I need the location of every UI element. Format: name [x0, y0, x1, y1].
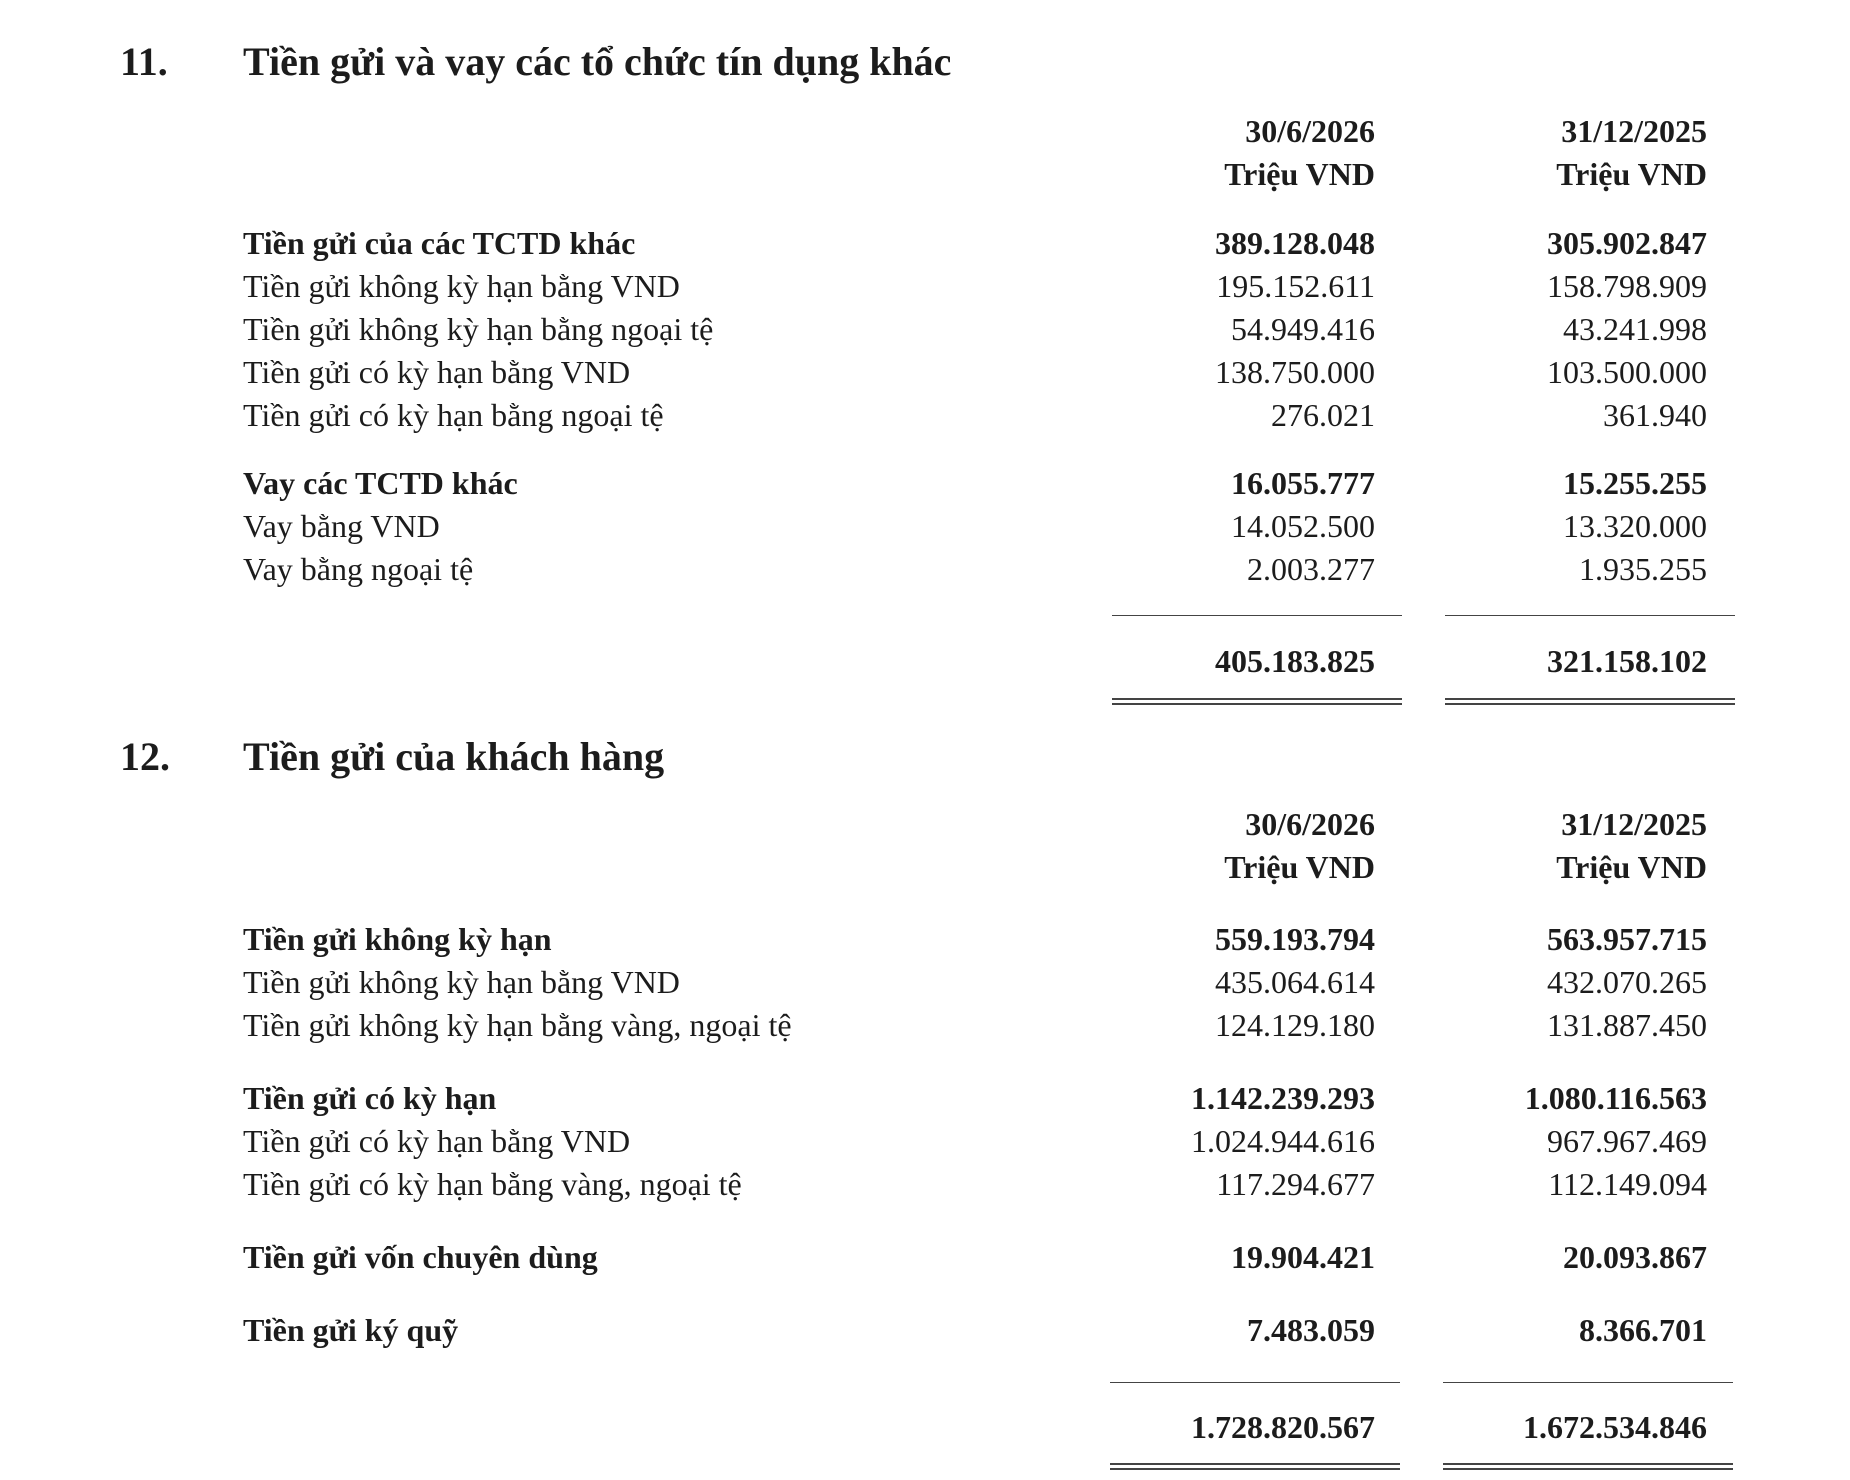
table-row [0, 918, 1850, 961]
row-label: Tiền gửi có kỳ hạn bằng VND [243, 354, 631, 390]
section-12-number: 12. [120, 734, 170, 779]
table-row [0, 265, 1850, 308]
row-value-col1: 14.052.500 [1231, 508, 1375, 544]
row-label: Tiền gửi không kỳ hạn bằng VND [243, 964, 680, 1000]
row-label: Tiền gửi không kỳ hạn bằng VND [243, 268, 680, 304]
table-row [0, 351, 1850, 394]
section-12-col1-header [1224, 803, 1375, 889]
row-label: Tiền gửi không kỳ hạn bằng vàng, ngoại tệ [243, 1007, 792, 1043]
row-value-col2: 43.241.998 [1563, 311, 1707, 347]
row-value-col2: 361.940 [1603, 397, 1707, 433]
total-value-col1: 1.728.820.567 [1191, 1409, 1375, 1445]
row-value-col2: 563.957.715 [1547, 921, 1707, 957]
col2-unit: Triệu VND [1556, 156, 1707, 192]
subtotal-rule-col2 [1445, 615, 1735, 616]
row-value-col2: 1.935.255 [1579, 551, 1707, 587]
row-value-col2: 305.902.847 [1547, 225, 1707, 261]
row-value-col2: 1.080.116.563 [1524, 1080, 1707, 1116]
col1-date: 30/6/2026 [1245, 113, 1375, 149]
table-row [0, 1236, 1850, 1279]
row-label: Tiền gửi của các TCTD khác [243, 225, 636, 261]
col1-date: 30/6/2026 [1245, 806, 1375, 842]
row-value-col2: 8.366.701 [1579, 1312, 1707, 1348]
row-value-col1: 2.003.277 [1247, 551, 1375, 587]
row-value-col2: 20.093.867 [1563, 1239, 1707, 1275]
total-row [0, 640, 1850, 683]
col1-unit: Triệu VND [1224, 849, 1375, 885]
section-11-col2-header [1556, 110, 1707, 196]
row-label: Vay các TCTD khác [243, 465, 518, 501]
double-rule-col2 [1445, 698, 1735, 705]
section-11-number: 11. [120, 39, 168, 84]
row-value-col1: 117.294.677 [1216, 1166, 1375, 1202]
table-row [0, 222, 1850, 265]
row-value-col2: 13.320.000 [1563, 508, 1707, 544]
row-label: Tiền gửi ký quỹ [243, 1312, 459, 1348]
row-value-col1: 195.152.611 [1216, 268, 1375, 304]
row-value-col2: 967.967.469 [1547, 1123, 1707, 1159]
subtotal-rule-col1 [1112, 615, 1402, 616]
table-row [0, 308, 1850, 351]
total-value-col2: 321.158.102 [1547, 643, 1707, 679]
row-label: Tiền gửi có kỳ hạn bằng VND [243, 1123, 631, 1159]
row-value-col1: 389.128.048 [1215, 225, 1375, 261]
section-11-title: Tiền gửi và vay các tổ chức tín dụng khác [243, 39, 952, 84]
row-value-col2: 103.500.000 [1547, 354, 1707, 390]
col2-date: 31/12/2025 [1561, 806, 1707, 842]
double-rule-col1 [1112, 698, 1402, 705]
table-row [0, 1120, 1850, 1163]
table-row [0, 548, 1850, 591]
subtotal-rule-col2 [1443, 1382, 1733, 1383]
section-11-col1-header [1224, 110, 1375, 196]
table-row [0, 462, 1850, 505]
row-value-col1: 435.064.614 [1215, 964, 1375, 1000]
row-label: Tiền gửi có kỳ hạn bằng vàng, ngoại tệ [243, 1166, 742, 1202]
row-label: Tiền gửi có kỳ hạn bằng ngoại tệ [243, 397, 664, 433]
row-value-col1: 16.055.777 [1231, 465, 1375, 501]
col2-date: 31/12/2025 [1561, 113, 1707, 149]
total-value-col2: 1.672.534.846 [1523, 1409, 1707, 1445]
row-label: Tiền gửi vốn chuyên dùng [243, 1239, 598, 1275]
row-value-col1: 19.904.421 [1231, 1239, 1375, 1275]
total-value-col1: 405.183.825 [1215, 643, 1375, 679]
col1-unit: Triệu VND [1224, 156, 1375, 192]
double-rule-col2 [1443, 1463, 1733, 1470]
row-value-col1: 7.483.059 [1247, 1312, 1375, 1348]
row-value-col1: 559.193.794 [1215, 921, 1375, 957]
total-row [0, 1406, 1850, 1449]
section-12-title: Tiền gửi của khách hàng [243, 734, 665, 779]
row-value-col1: 276.021 [1271, 397, 1375, 433]
row-label: Tiền gửi không kỳ hạn [243, 921, 552, 957]
row-value-col1: 138.750.000 [1215, 354, 1375, 390]
subtotal-rule-col1 [1110, 1382, 1400, 1383]
row-label: Vay bằng ngoại tệ [243, 551, 474, 587]
table-row [0, 394, 1850, 437]
row-label: Vay bằng VND [243, 508, 440, 544]
col2-unit: Triệu VND [1556, 849, 1707, 885]
table-row [0, 1077, 1850, 1120]
section-12-col2-header [1556, 803, 1707, 889]
row-value-col2: 15.255.255 [1563, 465, 1707, 501]
row-value-col2: 112.149.094 [1548, 1166, 1707, 1202]
table-row [0, 1004, 1850, 1047]
row-label: Tiền gửi không kỳ hạn bằng ngoại tệ [243, 311, 714, 347]
row-value-col1: 1.024.944.616 [1191, 1123, 1375, 1159]
table-row [0, 1309, 1850, 1352]
table-row [0, 1163, 1850, 1206]
row-label: Tiền gửi có kỳ hạn [243, 1080, 497, 1116]
row-value-col1: 54.949.416 [1231, 311, 1375, 347]
row-value-col2: 131.887.450 [1547, 1007, 1707, 1043]
row-value-col2: 432.070.265 [1547, 964, 1707, 1000]
table-row [0, 505, 1850, 548]
row-value-col2: 158.798.909 [1547, 268, 1707, 304]
row-value-col1: 124.129.180 [1215, 1007, 1375, 1043]
double-rule-col1 [1110, 1463, 1400, 1470]
row-value-col1: 1.142.239.293 [1191, 1080, 1375, 1116]
table-row [0, 961, 1850, 1004]
